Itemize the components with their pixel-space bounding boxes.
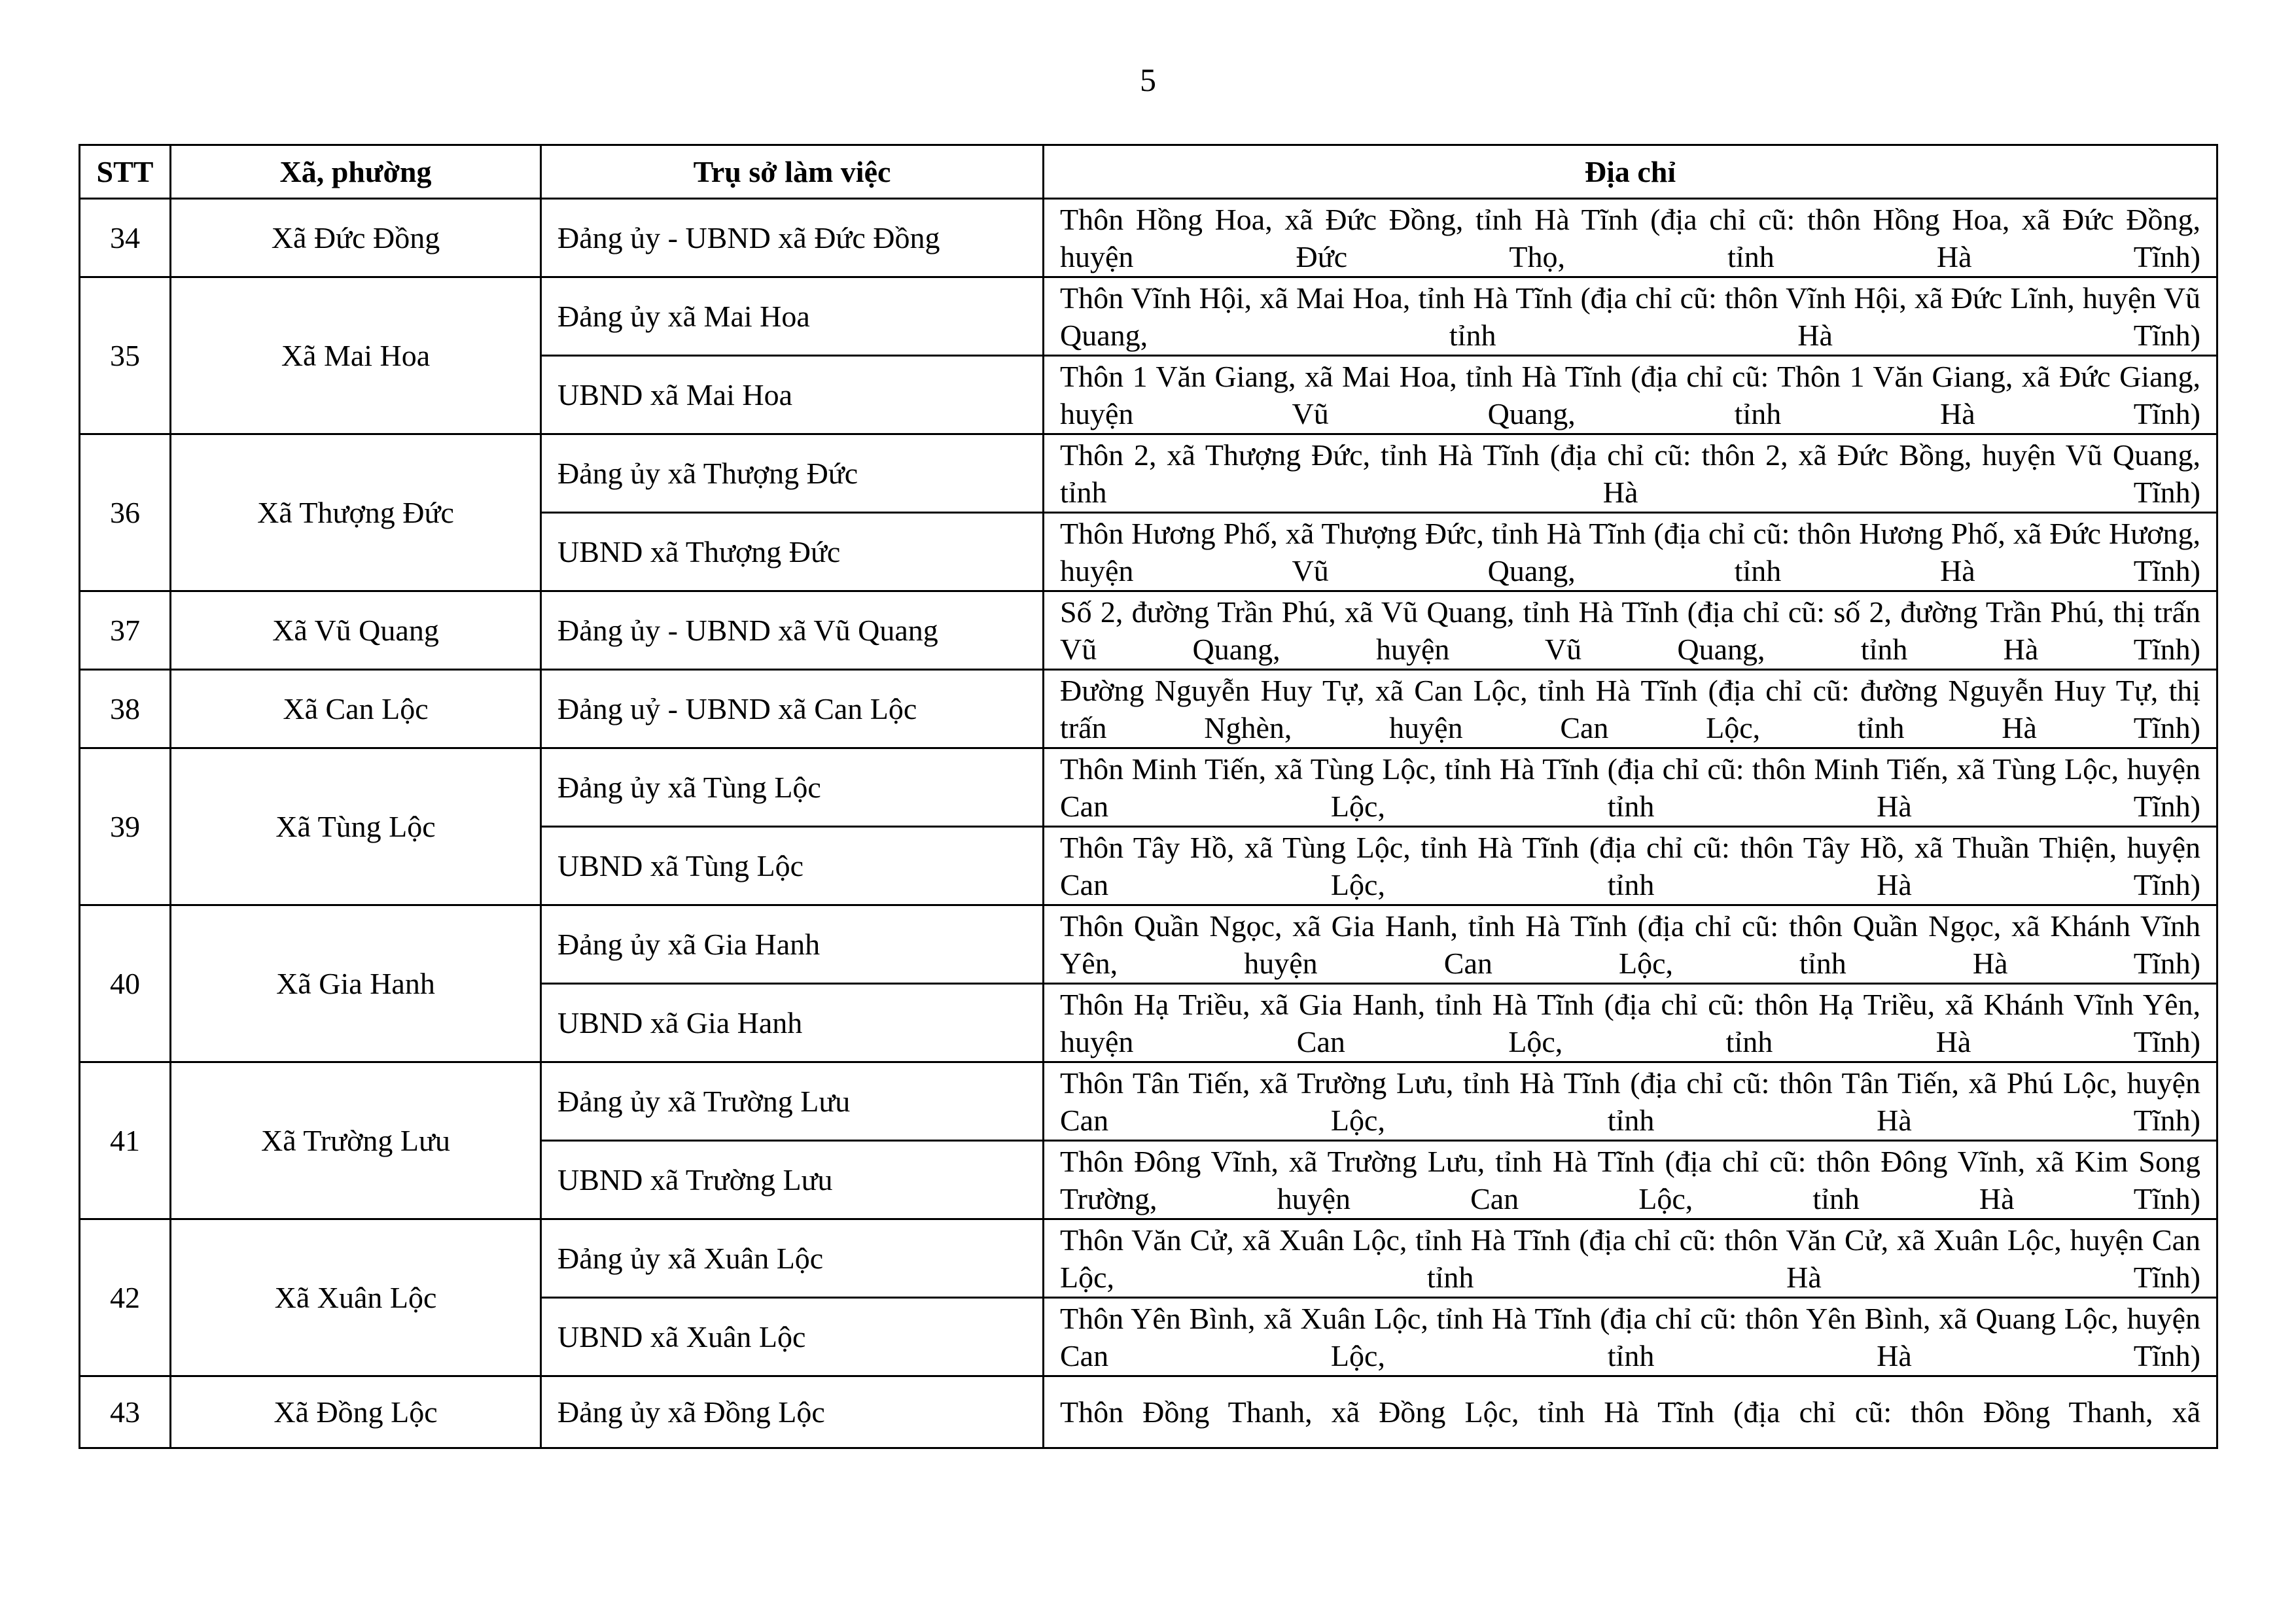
row-office: UBND xã Gia Hanh [541, 984, 1044, 1062]
row-commune: Xã Xuân Lộc [171, 1219, 541, 1376]
row-stt: 42 [80, 1219, 171, 1376]
row-commune: Xã Vũ Quang [171, 591, 541, 670]
row-stt: 38 [80, 670, 171, 748]
row-stt: 39 [80, 748, 171, 905]
row-address: Thôn Minh Tiến, xã Tùng Lộc, tỉnh Hà Tĩnh (địa chỉ cũ: thôn Minh Tiến, xã Tùng Lộc, huyện Can Lộc, tỉnh Hà Tĩnh) [1044, 748, 2217, 827]
header-commune: Xã, phường [171, 145, 541, 199]
row-office: Đảng ủy xã Trường Lưu [541, 1062, 1044, 1141]
row-office: Đảng ủy xã Gia Hanh [541, 905, 1044, 984]
office-address-table [79, 144, 2218, 1449]
header-office: Trụ sở làm việc [541, 145, 1044, 199]
row-address: Số 2, đường Trần Phú, xã Vũ Quang, tỉnh Hà Tĩnh (địa chỉ cũ: số 2, đường Trần Phú, thị trấn Vũ Quang, huyện Vũ Quang, tỉnh Hà Tĩnh) [1044, 591, 2217, 670]
header-stt: STT [80, 145, 171, 199]
table-row [80, 1062, 2217, 1141]
table-row [80, 1376, 2217, 1448]
row-address: Thôn Yên Bình, xã Xuân Lộc, tỉnh Hà Tĩnh (địa chỉ cũ: thôn Yên Bình, xã Quang Lộc, huyện Can Lộc, tỉnh Hà Tĩnh) [1044, 1298, 2217, 1376]
row-address: Thôn Quần Ngọc, xã Gia Hanh, tỉnh Hà Tĩnh (địa chỉ cũ: thôn Quần Ngọc, xã Khánh Vĩnh Yên, huyện Can Lộc, tỉnh Hà Tĩnh) [1044, 905, 2217, 984]
table-body [80, 199, 2217, 1448]
row-office: Đảng uỷ - UBND xã Can Lộc [541, 670, 1044, 748]
row-commune: Xã Đồng Lộc [171, 1376, 541, 1448]
row-address: Thôn Hạ Triều, xã Gia Hanh, tỉnh Hà Tĩnh (địa chỉ cũ: thôn Hạ Triều, xã Khánh Vĩnh Yên, huyện Can Lộc, tỉnh Hà Tĩnh) [1044, 984, 2217, 1062]
row-office: Đảng ủy - UBND xã Vũ Quang [541, 591, 1044, 670]
row-office: UBND xã Mai Hoa [541, 356, 1044, 434]
header-address: Địa chỉ [1044, 145, 2217, 199]
table-row [80, 591, 2217, 670]
table-row [80, 1219, 2217, 1298]
row-stt: 37 [80, 591, 171, 670]
table-row [80, 670, 2217, 748]
row-address: Thôn Hồng Hoa, xã Đức Đồng, tỉnh Hà Tĩnh (địa chỉ cũ: thôn Hồng Hoa, xã Đức Đồng, huyện Đức Thọ, tỉnh Hà Tĩnh) [1044, 199, 2217, 277]
row-address: Thôn 1 Văn Giang, xã Mai Hoa, tỉnh Hà Tĩnh (địa chỉ cũ: Thôn 1 Văn Giang, xã Đức Giang, huyện Vũ Quang, tỉnh Hà Tĩnh) [1044, 356, 2217, 434]
row-address: Thôn 2, xã Thượng Đức, tỉnh Hà Tĩnh (địa chỉ cũ: thôn 2, xã Đức Bồng, huyện Vũ Quang, tỉnh Hà Tĩnh) [1044, 434, 2217, 513]
row-commune: Xã Mai Hoa [171, 277, 541, 434]
table-row [80, 277, 2217, 356]
row-address: Thôn Đông Vĩnh, xã Trường Lưu, tỉnh Hà Tĩnh (địa chỉ cũ: thôn Đông Vĩnh, xã Kim Song Trường, huyện Can Lộc, tỉnh Hà Tĩnh) [1044, 1141, 2217, 1219]
row-address: Thôn Văn Cử, xã Xuân Lộc, tỉnh Hà Tĩnh (địa chỉ cũ: thôn Văn Cử, xã Xuân Lộc, huyện Can Lộc, tỉnh Hà Tĩnh) [1044, 1219, 2217, 1298]
row-address: Thôn Vĩnh Hội, xã Mai Hoa, tỉnh Hà Tĩnh (địa chỉ cũ: thôn Vĩnh Hội, xã Đức Lĩnh, huyện Vũ Quang, tỉnh Hà Tĩnh) [1044, 277, 2217, 356]
table-row [80, 434, 2217, 513]
table-header-row [80, 145, 2217, 199]
row-office: Đảng ủy xã Xuân Lộc [541, 1219, 1044, 1298]
row-commune: Xã Trường Lưu [171, 1062, 541, 1219]
row-office: UBND xã Trường Lưu [541, 1141, 1044, 1219]
row-stt: 34 [80, 199, 171, 277]
row-commune: Xã Gia Hanh [171, 905, 541, 1062]
row-address: Thôn Đồng Thanh, xã Đồng Lộc, tỉnh Hà Tĩnh (địa chỉ cũ: thôn Đồng Thanh, xã [1044, 1376, 2217, 1448]
row-stt: 43 [80, 1376, 171, 1448]
row-address: Thôn Tân Tiến, xã Trường Lưu, tỉnh Hà Tĩnh (địa chỉ cũ: thôn Tân Tiến, xã Phú Lộc, huyện Can Lộc, tỉnh Hà Tĩnh) [1044, 1062, 2217, 1141]
row-office: UBND xã Thượng Đức [541, 513, 1044, 591]
row-commune: Xã Tùng Lộc [171, 748, 541, 905]
page-number: 5 [1140, 61, 1156, 98]
row-commune: Xã Can Lộc [171, 670, 541, 748]
row-address: Thôn Hương Phố, xã Thượng Đức, tỉnh Hà Tĩnh (địa chỉ cũ: thôn Hương Phố, xã Đức Hương, huyện Vũ Quang, tỉnh Hà Tĩnh) [1044, 513, 2217, 591]
row-stt: 35 [80, 277, 171, 434]
row-office: UBND xã Tùng Lộc [541, 827, 1044, 905]
row-address: Thôn Tây Hồ, xã Tùng Lộc, tỉnh Hà Tĩnh (địa chỉ cũ: thôn Tây Hồ, xã Thuần Thiện, huyện Can Lộc, tỉnh Hà Tĩnh) [1044, 827, 2217, 905]
row-office: Đảng ủy xã Thượng Đức [541, 434, 1044, 513]
row-stt: 36 [80, 434, 171, 591]
row-office: Đảng ủy xã Tùng Lộc [541, 748, 1044, 827]
row-office: Đảng ủy - UBND xã Đức Đồng [541, 199, 1044, 277]
table-row [80, 905, 2217, 984]
table-row [80, 199, 2217, 277]
row-commune: Xã Thượng Đức [171, 434, 541, 591]
row-address: Đường Nguyễn Huy Tự, xã Can Lộc, tỉnh Hà Tĩnh (địa chỉ cũ: đường Nguyễn Huy Tự, thị trấn Nghèn, huyện Can Lộc, tỉnh Hà Tĩnh) [1044, 670, 2217, 748]
row-commune: Xã Đức Đồng [171, 199, 541, 277]
row-stt: 41 [80, 1062, 171, 1219]
row-office: UBND xã Xuân Lộc [541, 1298, 1044, 1376]
row-office: Đảng ủy xã Đồng Lộc [541, 1376, 1044, 1448]
table-row [80, 748, 2217, 827]
row-stt: 40 [80, 905, 171, 1062]
row-office: Đảng ủy xã Mai Hoa [541, 277, 1044, 356]
